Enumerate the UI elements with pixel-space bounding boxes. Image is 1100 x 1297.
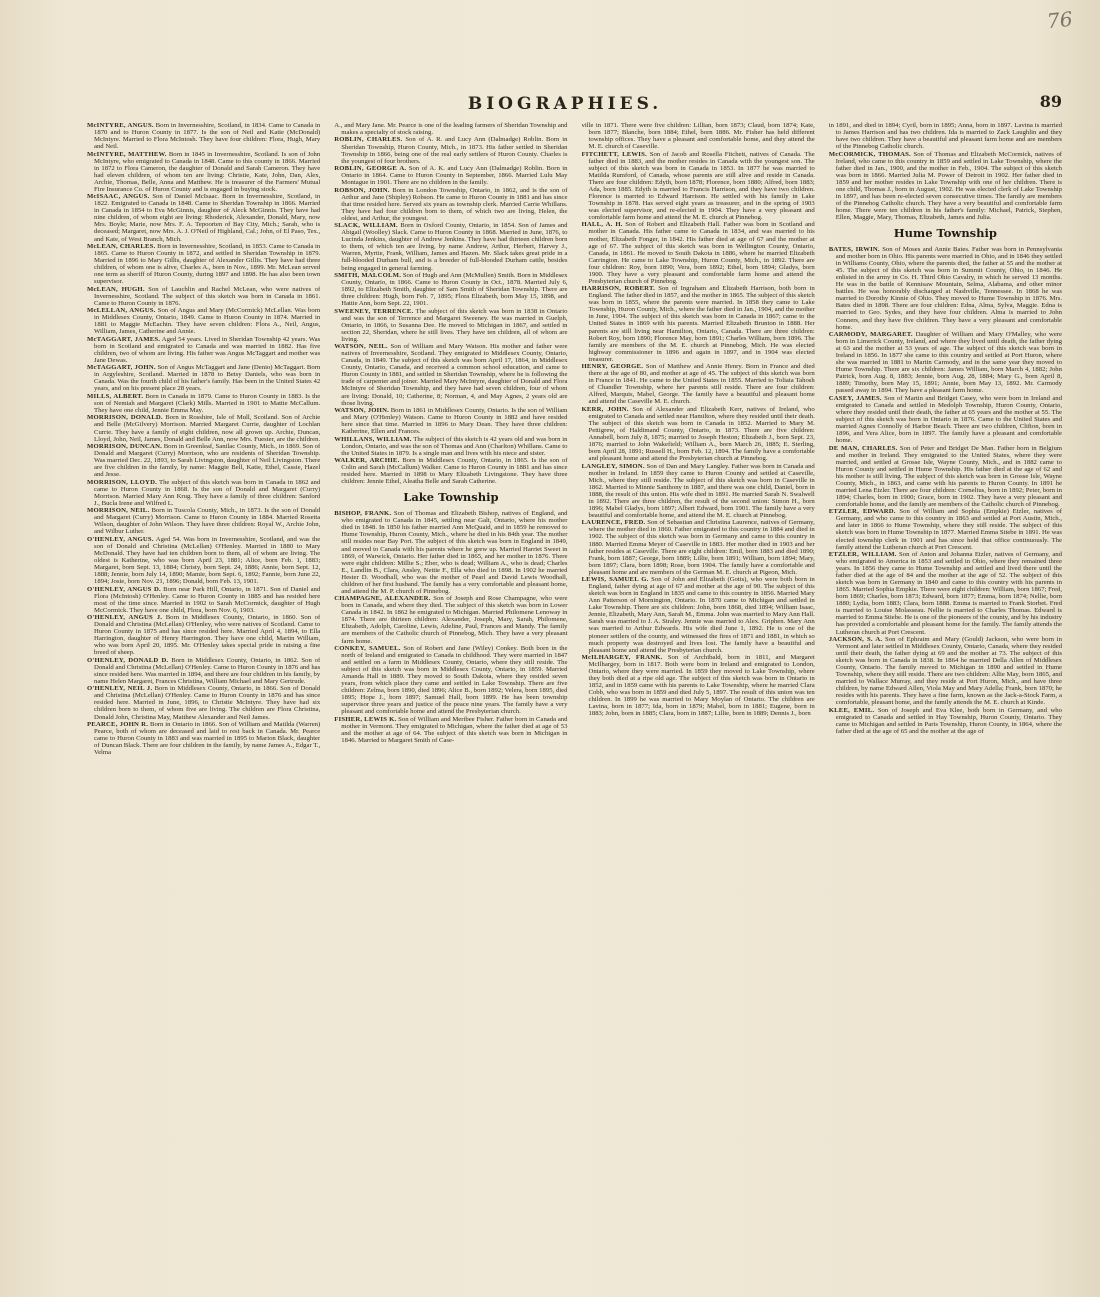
biography-entry	[87, 122, 320, 150]
biography-entry	[87, 364, 320, 392]
biography-name: MORRISON, LLOYD.	[87, 478, 157, 486]
column-4	[829, 122, 1062, 1272]
biography-name: McCORMICK, THOMAS.	[828, 150, 911, 158]
biography-entry	[829, 395, 1062, 444]
column-2	[334, 122, 567, 1272]
biography-entry	[87, 479, 320, 507]
biography-name: ETZLER, WILLIAM.	[828, 551, 897, 559]
biography-name: McTAGGART, JAMES.	[87, 335, 161, 343]
biography-text: Born in Invernesshire, Scotland, in 1853. Came to Canada in 1865. Came to Huron County in 1872, and settled in Sheridan Township in 1879. Married in 1896 to Mary Gillis, daughter of Alexander Gillis. They have had three children, of whom one is alive, Charles A., born in Nov., 1899. Mr. McLean served one term as sheriff of Huron County, during 1897 and 1898. He has also been town supervisor.	[94, 242, 321, 286]
biography-entry	[87, 507, 320, 535]
biography-text: Son of William and Mary Watson. His mother and father were natives of Invernesshire, Scotland. They emigrated to Middlesex County, Ontario, Canada, in 1849. The subject of this sketch was born April 17, 1864, in Middlesex County, Ontario, Canada, and received a common school education, and came to Huron County in 1881, and settled in Sheridan Township, where he is following the trade of carpenter and joiner. Married Mary McIntyre, daughter of Donald and Flora McIntyre of Sheridan Township, and they have had seven children, four of whom are living: Donald, 10; Catherine, 8; Norman, 4, and May Agnes, 2 years old are those living.	[341, 343, 568, 407]
biography-entry	[87, 536, 320, 585]
biography-name: SWEENEY, TERRENCE.	[334, 307, 414, 315]
biography-text: A., and Mary Jane. Mr. Pearce is one of the leading farmers of Sheridan Township and makes a specialty of stock raising.	[334, 122, 568, 137]
biography-text: Son of Jacob and Rosella Fitchett, natives of Canada. The father died in 1883, and the mother resides in Canada with the youngest son. The subject of this sketch was born in Canada in 1853. In 1877 he was married to Matilda Rumford, of Canada, whose parents are still alive and reside in Canada. There are four children: Edyth, born 1878; Florence, born 1880; Alfred, born 1883; Ada, born 1885. Edyth is married to Francis Harrison, and they have two children. Florence is married to Edward Harrison. He settled with his family in Lake Township in 1878. Has served eight years as treasurer, and in the spring of 1903 was elected supervisor, and re-elected in 1904. They have a very pleasant and comfortable farm home and attend the M. E. church at Pinnebog.	[588, 150, 815, 221]
biography-text: Aged 54 years. Lived in Sheridan Township 42 years. Was born in Scotland and emigrated to Canada and was married in 1882. Has five children, two of whom are living. His father was Angus McTaggart and mother was Jane Dewas.	[94, 335, 321, 364]
biography-name: CARMODY, MARGARET.	[828, 331, 913, 338]
biography-text: Son of Moses and Annie Bates. Father was born in Pennsylvania and mother born in Ohio. His parents were married in Ohio, and in 1846 they settled in Williams County, Ohio, where the parents died, the father at 55 and the mother at 45. The subject of this sketch was born in Summit County, Ohio, in 1846. He enlisted in the army in Co. H. Third Ohio Cavalry, in which he served 13 months. He was in the battle of Kennisaw Mountain, Selma, Alabama, and other minor battles. He was honorably discharged at Nashville, Tennessee. In 1868 he was married to Dorothy Kinnie of Ohio. They moved to Hume Township in 1876. Mrs. Bates died in 1898. There are four children: Edna, Alma, Sylva, Maggie. Edna is married to Geo. Sydes, and they have four children. Alma is married to John Conners, and they have five children. They have a very pleasant and comfortable home.	[835, 246, 1062, 331]
page-title: BIOGRAPHIES.	[467, 94, 663, 114]
biography-entry	[829, 636, 1062, 706]
biography-entry	[334, 308, 567, 343]
biography-text: Born in London Township, Ontario, in 1862, and is the son of Arthur and Jane (Shipley) Robson. He came to Huron County in 1881 and has since that time resided here. Served six years as township clerk. Married Carrie Whillans. They have had four children born to them, of which two are living, Helen, the oldest, and Arthur, the youngest.	[341, 186, 568, 222]
biography-entry	[334, 645, 567, 715]
biography-text: Son of Angus McTaggart and Jane (Denio) McTaggart. Born in Argyleshire, Scotland. Married in 1878 to Betsy Daniels, who was born in Canada. Was the fourth child of his father's family. Has been in the United States 42 years, and on his present place 28 years.	[94, 364, 321, 393]
biography-entry	[582, 576, 815, 654]
biography-entry	[334, 595, 567, 644]
biography-name: HALL, A. H.	[581, 221, 623, 229]
biography-text: Son of William and Meribee Fisher. Father born in Canada and mother in Vermont. They emigrated to Michigan, where the father died at age of 53 and the mother at age of 64. The subject of this sketch was born in Michigan in 1846. Married to Margaret Smith of Case-	[341, 715, 568, 744]
biography-entry	[87, 685, 320, 720]
biography-name: LEWIS, SAMUEL G.	[581, 576, 649, 584]
biography-name: ETZLER, EDWARD.	[828, 508, 896, 516]
biography-name: McLEAN, CHARLES.	[87, 242, 156, 250]
biography-name: MORRISON, DONALD.	[87, 414, 163, 422]
biography-name: DE MAN, CHARLES.	[828, 444, 898, 452]
biography-entry	[87, 336, 320, 364]
biography-text: Son of Martin and Bridget Casey, who were born in Ireland and emigrated to Canada and settled in Medolph Township, Huron County, Ontario, where they resided until their death, the father at 65 years and the mother at 55. The subject of this sketch was born in Ontario in 1876. Came to the United States and married Agnes Connolly of Harbor Beach. There are two children, Clifton, born in 1896, and Vera Alice, born in 1897. The family have a pleasant and comfortable home.	[835, 394, 1062, 445]
biography-entry	[334, 165, 567, 186]
biography-entry	[582, 151, 815, 221]
biography-text: Aged 54. Was born in Invernesshire, Scotland, and was the son of Donald and Christina (McLellan) O'Henley. Married in 1880 to Mary McDonald. They have had ten children born to them, all of whom are living. The oldest is Katherine, who was born April 23, 1881; Alice, born Feb. 1, 1883; Margaret, born Sept. 13, 1884; Christy, born Sept. 24, 1886; Annie, born Sept. 12, 1888; Jennie, born July 14, 1890; Mamie, born Sept. 6, 1892; Fannie, born June 22, 1894; Josie, born Nov. 21, 1896; Donald, born Feb. 13, 1901.	[94, 535, 321, 586]
biography-name: McISAAC, ANGUS.	[87, 193, 150, 201]
biography-text: Son of Ingraham and Elizabeth Harrison, both born in England. The father died in 1857, and the mother in 1865. The subject of this sketch was born in 1855, where the parents were married. In 1858 they came to Lake Township, Huron County, Mich., where the father died in Jan., 1904, and the mother in June, 1904. The subject of this sketch was born in Canada in 1867; came to the United States in 1869 with his parents. Married Elizabeth Brunton in 1888. Her parents are still living near Hamilton, Ontario, Canada. There are three children: Robert Roy, born 1890; Florence May, born 1891; Charles William, born 1896. The family are members of the M. E. church at Pinnebog, Mich. He was elected highway commissioner in 1896 and again in 1897, and in 1904 was elected treasurer.	[588, 285, 815, 363]
biography-name: WATSON, JOHN.	[334, 407, 389, 414]
biography-name: CHAMPAGNE, ALEXANDER.	[334, 595, 431, 603]
section-heading: Hume Township	[893, 226, 997, 241]
biography-text: Born in Middlesex County, Ontario, in 1866. Son of Donald and Christina (McLellan) O'Henley. Came to Huron County in 1876 and has since resided here. Married in June, 1896, to Christie McIntyre. They have had six children born to them, of whom five are living. The children are Flora Christina, Donald John, Christina May, Matthew Alexander and Neil James.	[94, 685, 321, 721]
biography-text: Born in Invernesshire, Scotland, in 1834. Came to Canada in 1870 and to Huron County in 1877. Is the son of Neil and Katie (McDonald) McIntyre. Married to Flora McIntosh. They have four children: Flora, Hugh, Mary and Neil.	[94, 122, 321, 151]
biography-text: Born in 1861 in Middlesex County, Ontario. Is the son of William and Mary (O'Henley) Watson. Came to Huron County in 1882 and have resided here since that time. Married in 1896 to Mary Dean. They have three children: Katherine, Ellen and Frances.	[341, 407, 568, 436]
biography-entry	[582, 122, 815, 150]
biography-name: ROBSON, JOHN.	[334, 186, 390, 194]
biography-entry	[87, 286, 320, 307]
biography-name: WATSON, NEIL.	[334, 343, 388, 351]
biography-text: Son of Joseph and Eva Klee, both born in Germany, and who emigrated to Canada and settled in Hay Township, Huron County, Ontario. They came to Michigan and settled in Paris Township, Huron County, in 1864, where the father died at the age of 65 and the mother at the age of	[835, 706, 1062, 735]
biography-name: O'HENLEY, DONALD D.	[87, 656, 169, 664]
biography-entry	[87, 307, 320, 335]
biography-text: Born in Canada in 1879. Came to Huron County in 1883. Is the son of Nemiah and Margaret (Clark) Mills. Married in 1901 to Mattie McCallum. They have one child, Jennie Emma May.	[94, 392, 321, 414]
page-header	[60, 60, 1070, 120]
handwritten-page-note: 76	[1045, 6, 1074, 34]
biography-entry	[582, 363, 815, 405]
biography-text: Born in Middlesex County, Ontario, in 1865. Is the son of Colin and Sarah (McCallum) Walker. Came to Huron County in 1881 and has since resided here. Married in 1898 to Mary Elizabeth Livingstone. They have three children: Jennie Ethel, Aleatha Belle and Sarah Catherine.	[341, 457, 568, 486]
section-heading: Lake Township	[403, 490, 499, 505]
biography-name: McINTYRE, MATTHEW.	[87, 150, 167, 158]
biography-name: KLEE, EMIL.	[828, 706, 875, 714]
biography-entry	[582, 221, 815, 284]
biography-entry	[334, 222, 567, 271]
biography-entry	[829, 122, 1062, 150]
biography-entry	[334, 407, 567, 435]
biography-entry	[87, 151, 320, 193]
biography-entry	[334, 187, 567, 222]
biography-name: CONKEY, SAMUEL.	[334, 644, 401, 652]
biography-entry	[829, 551, 1062, 636]
biography-text: Son of Alexander and Elizabeth Kerr, natives of Ireland, who emigrated to Canada and settled near Hamilton, where they resided until their death. The subject of this sketch was born in Canada in 1852. Married to Mary M. Pettigrew, of Haldimand County, Ontario, in 1873. There are five children: Annabell, born July 8, 1875; married to Joseph Heston; Elizabeth J., born Sept. 23, 1876; married to John Wakefield; William A., born March 26, 1885; E. Sterling, born April 28, 1891; Russell H., born Feb. 12, 1894. The family have a comfortable and pleasant home and attend the Presbyterian church at Pinnebog.	[588, 405, 815, 463]
biography-entry	[334, 510, 567, 595]
biography-entry	[87, 414, 320, 442]
biography-entry	[829, 445, 1062, 508]
biography-name: FISHER, LEWIS K.	[334, 715, 397, 723]
biography-entry	[582, 406, 815, 462]
biography-name: ROBLIN, CHARLES.	[334, 136, 403, 144]
biography-name: WALKER, ARCHIE.	[334, 457, 400, 465]
biography-text: Son of Archibald, born in 1811, and Margaret McIlhargey, born in 1817. Both were born in Ireland and emigrated to London, Ontario, where they were married. In 1859 they moved to Lake Township, where they both died at a ripe old age. The subject of this sketch was born in Ontario in 1852, and in 1859 came with his parents to Lake Township, where he married Clara Cobb, who was born in 1859 and died July 5, 1897. The result of this union was ten children. In 1899 he was married to Mary Moylan of Ontario. The children are Lavina, born in 1877; Ida, born in 1879; Mabel, born in 1881; Eugene, born in 1883; John, born in 1885; Clara, born in 1887; Lillie, born in 1889; Dennis J., born	[588, 654, 815, 718]
column-1	[87, 122, 320, 1272]
biography-name: McILHARGEY, FRANK.	[581, 654, 663, 662]
biography-text: in 1891, and died in 1894; Cyril, born in 1895; Anna, born in 1897. Lavina is married to James Harrison and has two children. Ida is married to Zack Laughlin and they have two children. They have a beautiful and pleasant farm home and are members of the Pinnebog Catholic church.	[828, 122, 1062, 151]
biography-text: The subject of this sketch was born in Canada in 1862 and came to Huron County in 1868. Is the son of Donald and Margaret (Curry) Morrison. Married Mary Ann Krug. They have a family of three children: Sanford J., Bucla Irene and Wilfred L.	[94, 478, 321, 507]
biography-text: Son of Peter and Bridget De Man. Father born in Belgium and mother in Ireland. They emigrated to the United States, where they were married, and settled at Grosse Isle, Wayne County, Mich., and in 1882 came to Huron County and settled in Hume Township. His father died at the age of 62 and his mother is still living. The subject of this sketch was born in Grosse Isle, Wayne County, Mich., in 1863, and came with his parents to Huron County. In 1891 he married Lena Etzler. There are four children: Cornelius, born in 1892; Peter, born in 1894; Charles, born in 1900; Grace, born in 1902. They have a very pleasant and comfortable home, and the family are members of the Catholic church of Pinnebog.	[835, 444, 1062, 508]
biography-text: Son of Ephraim and Mary (Gould) Jackson, who were born in Vermont and later settled in Middlesex County, Ontario, Canada, where they resided until their death, the father dying at 69 and the mother at 73. The subject of this sketch was born in Canada in 1838. In 1864 he married Della Allen of Middlesex County, Ontario. The family moved to Michigan in 1890 and settled in Hume Township, where they still reside. There are two children: Allie May, born 1865, and married to Wallace Murray, and they reside at Port Huron, Mich., and have three children, by name Edward Allen, Viola May and Mary Adella; Frank, born 1870; he resides with his parents. They have a fine farm, known as the Jack-a-Stock Farm, a comfortable, pleasant home, and the family attends the M. E. church at Kinde.	[835, 635, 1062, 707]
biography-name: O'HENLEY, NEIL J.	[87, 685, 153, 693]
biography-text: Son of Dan and Mary Langley. Father was born in Canada and mother in Ireland. In 1859 they came to Huron County and settled at Caseville, Mich., where they still reside. The subject of this sketch was born in Caseville in 1862. Married to Minnie Santhony in 1887, and there was one child, Daniel, born in 1888, the result of this union. His wife died in 1891. He married Sarah N. Swalwell in 1892. There are three children, the result of the second union: Simon H., born 1896; Mabel Gladys, born 1897; Albert Edward, born 1901. The family have a very beautiful and comfortable home, and attend the M. E. church at Pinnebog.	[588, 462, 815, 519]
biography-text: Born in Tuscola County, Mich., in 1873. Is the son of Donald and Margaret (Curry) Morrison. Came to Huron County in 1884. Married Rosetta Wilson, daughter of John Wilson. They have three children: Royal W., Archie John, and Wilbur Luther.	[94, 507, 321, 536]
biography-text: ville in 1871. There were five children: Lillian, born 1873; Claud, born 1874; Kate, born 1877; Blanche, born 1884; Ethel, born 1886. Mr. Fisher has held different township offices. They have a pleasant and comfortable home, and they attend the M. E. church of Caseville.	[581, 122, 815, 151]
biography-name: CASEY, JAMES.	[828, 394, 882, 402]
biography-name: HARRISON, ROBERT.	[581, 285, 655, 293]
biography-name: JACKSON, S. A.	[828, 635, 883, 643]
biography-text: Born in Greenleaf, Sanilac County, Mich., in 1869. Son of Donald and Margaret (Curry) Morrison, who are residents of Sheridan Township. Was married Dec. 22, 1893, to Sarah Livingston, daughter of Neil Livingston. There are five children in the family, by name: Maggie Bell, Katie, Ethel, Cassie, Hazel and Jesse.	[94, 443, 321, 479]
biography-text: Son of William and Sophia (Empkie) Etzler, natives of Germany, and who came to this country in 1863 and settled at Port Austin, Mich., and later in 1866 to Hume Township, where they still reside. The subject of this sketch was born in Hume Township in 1877. Married Emma Stiebe in 1891. He was elected township clerk in 1901 and has since held that office continuously. The family attend the Lutheran church at Port Crescent.	[835, 508, 1062, 551]
biography-entry	[334, 136, 567, 164]
biography-entry	[582, 519, 815, 575]
biography-entry	[582, 463, 815, 519]
biography-entry	[334, 122, 567, 136]
biography-entry	[334, 272, 567, 307]
biography-name: BATES, IRWIN.	[828, 246, 880, 254]
biography-name: O'HENLEY, ANGUS D.	[87, 585, 161, 593]
biography-text: The subject of this sketch is 42 years old and was born in London, Ontario, and was the son of Thomas and Ann (Charlton) Whillans. Came to the United States in 1879. Is a single man and lives with his niece and sister.	[341, 435, 568, 457]
biography-name: MORRISON, NEIL.	[87, 507, 150, 515]
biography-text: Daughter of William and Mary O'Malley, who were born in Limerick County, Ireland, and where they lived until death, the father dying at 63 and the mother at 53 years of age. The subject of this sketch was born in Ireland in 1856. In 1877 she came to this country and settled at Port Huron, where she was married in 1881 to Martin Carmody, and in the same year they moved to Hume Township. There are six children: James William, born March 4, 1882; John Patrick, born Aug. 8, 1883; Jennie, born Aug. 28, 1884; Mary G., born April 8, 1889; Timothy, born May 15, 1891; Annie, born May 13, 1892. Mr. Carmody passed away in 1894. They have a pleasant farm home.	[835, 331, 1062, 395]
biography-text: Son of A. R. and Lucy Ann (Dalmadge) Roblin. Born in Sheridan Township, Huron County, Mich., in 1873. His father settled in Sheridan Township in 1866, being one of the real early settlers of Huron County. Charles is the youngest of four brothers.	[341, 136, 568, 165]
biography-entry	[829, 331, 1062, 394]
biography-entry	[87, 721, 320, 756]
biography-name: MILLS, ALBERT.	[87, 392, 144, 400]
biography-text: Born in Ontario in 1866. Son of William and Matilda (Warren) Pearce, both of whom are deceased and laid to rest back in Canada. Mr. Pearce came to Huron County in 1883 and was married in 1895 to Marion Black, daughter of Duncan Black. There are four children in the family, by name James A., Edgar T., Velma	[94, 720, 321, 757]
biography-name: LAURENCE, FRED.	[581, 519, 646, 527]
biography-text: Born in Middlesex County, Ontario, in 1862. Son of Donald and Christina (McLellan) O'Henley. Came to Huron County in 1876 and has since resided here. Was married in 1894, and there are four children in his family, by name Helen Margaret, Frances Christina, William Michael and Mary Gertrude.	[94, 656, 321, 685]
biography-name: LANGLEY, SIMON.	[581, 462, 645, 470]
column-3	[582, 122, 815, 1272]
biography-name: HENRY, GEORGE.	[581, 363, 644, 371]
biography-text: Son of Sebastian and Christina Laurence, natives of Germany, where the mother died in 1860. Father emigrated to this country in 1884 and died in 1902. The subject of this sketch was born in Germany and came to this country in 1880. Married Emma Meyer of Caseville in 1883. Her mother died in 1903 and her father resides at Caseville. There are eight children: Emil, born 1883 and died 1890; Frank, born 1887; George, born 1889; Lillie, born 1891; William, born 1894; Mary, born 1897; Clara, born 1898; Rose, born 1904. The family have a comfortable and pleasant home and are members of the German M. E. church at Pigeon, Mich.	[588, 519, 815, 576]
biography-entry	[87, 443, 320, 478]
biography-name: WHILLANS, WILLIAM.	[334, 435, 412, 443]
biography-text: Son of Thomas and Elizabeth McCormick, natives of Ireland, who came to this country in 1859 and settled in Lake Township, where the father died in Jan., 1900, and the mother in Feb., 1904. The subject of this sketch was born in 1866. Married Julia M. Power of Detroit in 1902. Her father died in 1859 and her mother resides in Lake Township with one of her children. There is one child, Thomas J., born in August, 1902. He was elected clerk of Lake Township in 1897, and has been re-elected seven consecutive times. The family are members of the Pinnebog Catholic church. They have a very beautiful and comfortable farm home. There were ten children in his father's family: Michael, Patrick, Stephen, Ellen, Maggie, Mary, Thomas, Elizabeth, James and Julia.	[835, 150, 1062, 221]
biography-entry	[334, 436, 567, 457]
biography-entry	[334, 343, 567, 406]
biography-entry	[829, 707, 1062, 735]
biography-text: Born near Park Hill, Ontario, in 1871. Son of Daniel and Flora (McIntosh) O'Henley. Came to Huron County in 1885 and has resided here most of the time since. Married in 1902 to Sarah McCormick, daughter of Hugh McCormick. They have one child, Flora, born Nov. 6, 1903.	[94, 585, 321, 614]
biography-text: Born in Rosshire, Isle of Mull, Scotland. Son of Archie and Belle (McGilvery) Morrison. Married Margaret Currie, daughter of Lochlan Currie. They have a family of eight children, now all grown up. Archie, Duncan, Lloyd, John, Neil, James, Donald and Belle Ann, now Mrs. Fuester, are the children.	[94, 414, 321, 443]
biography-name: FITCHETT, LEWIS.	[581, 150, 647, 158]
biography-name: SMITH, MALCOLM.	[334, 271, 402, 279]
biography-name: McINTYRE, ANGUS.	[87, 122, 154, 129]
biography-text: Son of Angus and Mary (McCormick) McLellan. Was born in Middlesex County, Ontario, 1849. Came to Huron County in 1874. Married in 1881 to Maggie McEachin. They have seven children: Flora A., Neil, Angus, William, James, Catherine and Annie.	[94, 307, 321, 336]
biography-entry	[582, 285, 815, 363]
biography-text: Born in 1845 in Invernesshire, Scotland. Is son of John McIntyre, who emigrated to Canada in 1848. Came to this county in 1866. Married in 1872 to Flora Cameron, the daughter of Donald and Sarah Cameron. They have had eleven children, of whom ten are living: Christie, Kate, John, Dan, Alex, Archie, Thomas, Belle, Anna and Matthew. He is treasurer of the Farmers' Mutual Fire Insurance Co. of Huron County and is engaged in buying stock.	[94, 150, 321, 193]
biography-entry	[829, 508, 1062, 550]
biography-name: O'HENLEY, ANGUS J.	[87, 614, 163, 622]
biography-text: Son of Hugh and Ann (McMullen) Smith. Born in Middlesex County, Ontario, in 1866. Came to Huron County in Oct., 1878. Married July 6, 1892, to Elizabeth Smith, daughter of Sam Smith of Sheridan Township. There are three children: Hugh, born Feb. 7, 1895; Flora Elizabeth, born May 15, 1898, and Hattie Ann, born Sept. 22, 1901.	[341, 271, 568, 308]
biography-entry	[87, 193, 320, 242]
text-columns	[87, 122, 1062, 1272]
biography-text: Son of A. K. and Lucy Ann (Dalmadge) Roblin. Born in Ontario in 1864. Came to Huron County in September, 1866. Married Lulu May Montague in 1901. There are no children in the family.	[341, 165, 568, 187]
biography-text: Son of Daniel McIsaac. Born in Invernesshire, Scotland, in 1822. Emigrated to Canada in 1848. Came to Sheridan Township in 1866. Married in Canada in 1854 to Eva McGinnis, daughter of Aleck McGinnis. They have had nine children, of whom eight are living: Rhoderick, Alexander, Donald, Mary, now Mrs. Boyle; Marie, now Mrs. F. A. Tepoorten of Bay City, Mich.; Sarah, who is deceased; Margaret, now Mrs. A. J. O'Neil of Highland, Cal.; John, of El Paso, Tex., and Kate, of West Branch, Mich.	[94, 193, 321, 243]
biography-name: McLELLAN, ANGUS.	[87, 307, 156, 315]
biography-text: Born in Middlesex County, Ontario, in 1860. Son of Donald and Christina (McLellan) O'Henley, who were natives of Scotland. Came to Huron County in 1875 and has since resided here. Married April 4, 1894, to Ella Harrington, daughter of Henry Harrington. They have one child, Martin William, who was born April 20, 1895. Mr. O'Henley takes special pride in raising a fine breed of sheep.	[94, 614, 321, 657]
biography-name: KERR, JOHN.	[581, 405, 629, 413]
biography-text: Son of Matthew and Annie Henry. Born in France and died there at the age of 80, and mother at age of 45. The subject of this sketch was born in France in 1841. He came to the United States in 1855. Married to Toliata Tahosh of Chandler Township, where her parents still reside. There are four children: Alfred, Marquis, Mabel, George. The family have a beautiful and pleasant home and attend the Caseville M. E. church.	[588, 363, 815, 406]
biography-name: BISHOP, FRANK.	[334, 510, 392, 518]
biography-text: Son of Robert and Elizabeth Hall. Father was born in Scotland and mother in Canada. His father came to Canada in 1834, and was married to his mother, Elizabeth Fonger, in 1842. His father died at age of 67 and the mother at age of 67. The subject of this sketch was born in Wellington County, Ontario, Canada, in 1861. He moved to South Dakota in 1886, where he married Elizabeth Carrington. He came to Lake Township, Huron County, Mich., in 1892. There are four children: Roy, born 1890; Vera, born 1892; Ethel, born 1894; Gladys, born 1900. They have a very pleasant and comfortable farm home and attend the Presbyterian church of Pinnebog.	[588, 221, 815, 285]
biography-entry	[87, 614, 320, 656]
biography-text: Son of Robert and Jane (Wiley) Conkey. Both born in the north of Ireland and emigrated to Canada in childhood. They were married in 1847 and settled on a farm in Middlesex County, Ontario, where they still reside. The subject of this sketch was born in Middlesex County, Ontario, in 1859. Married Amanda Hall in 1889. They moved to South Dakota, where they resided seven years, from which place they came and settled in Lake Township. There are five children: Zelma, born 1890, died 1896; Alice B., born 1892; Velera, born 1895, died 1895; Hope J., born 1897; Samuel Hall, born 1899. He has been township supervisor three years and justice of the peace nine years. The family have a very pleasant and comfortable home and attend the Presbyterian church.	[341, 644, 568, 716]
biography-entry	[334, 457, 567, 485]
biography-entry	[87, 586, 320, 614]
biography-entry	[334, 716, 567, 744]
biography-entry	[87, 657, 320, 685]
biography-text: Son of Lauchlin and Rachel McLean, who were natives of Invernesshire, Scotland. The subject of this sketch was born in Canada in 1861. Came to Huron County in 1876.	[94, 285, 321, 307]
biography-name: SLACK, WILLIAM.	[334, 222, 398, 230]
biography-text: Son of Anton and Johanna Etzler, natives of Germany, and who emigrated to America in 1853 and settled in Ohio, where they remained three years. In 1856 they came to Hume Township and settled and lived there until the father died at the age of 84 and the mother at the age of 52. The subject of this sketch was born in Germany in 1840 and came to this country with his parents in 1865. Married Sophia Empkie. There were eight children: William, born 1867; Fred, born 1869; Charles, born 1873; Edward, born 1877; Emma, born 1874; Nellie, born 1880; Lydia, born 1883; Clara, born 1888. Emma is married to Frank Storbet. Fred is married to Louise Molasseau. Nellie is married to Charles Thomas. Edward is married to Emma Stiebe. He is one of the pioneers of the county, and by his industry has provided a comfortable and pleasant home for the family. The family attends the Lutheran church at Port Crescent.	[835, 551, 1062, 636]
biography-text: Son of John and Elizabeth (Gotts), who were both born in England, father dying at age of 67 and mother at the age of 90. The subject of this sketch was born in England in 1835 and came to this country in 1856. Married Mary Ann Patterson of Mornington, Ontario. In 1870 came to Michigan and settled in Lake Township. There are six children: John, born 1868, died 1894; William Isaac, Jennie, Elizabeth, Mary Ann, Sarah M., Emma. John was married to Mary Ann Hall. Sarah was married to J. A. Straley. Jennie was married to Alex. Griphen. Mary Ann was married to Arthur Edwards. His wife died June 1, 1892. He is one of the pioneer settlers of the county, and witnessed the fires of 1871 and 1881, in which so much property was destroyed and lives lost. The family have a beautiful and pleasant home and attend the Presbyterian church.	[588, 576, 815, 654]
biography-text: The subject of this sketch was born in 1838 in Ontario and was the son of Terrence and Margaret Sweeney. He was married in Guelph, Ontario, in 1866, to Susanna Dee. He moved to Michigan in 1867, and settled in section 22, Sheridan, where he still lives. They have ten children, all of whom are living.	[341, 307, 568, 343]
biography-name: ROBLIN, GEORGE A.	[334, 165, 407, 173]
biography-text: Son of Thomas and Elizabeth Bishop, natives of England, and who emigrated to Canada in 1845, settling near Galt, Ontario, where his mother died in 1848. In 1850 his father married Ann McQuaid, and in 1859 he removed to Hume Township, Huron County, Mich., where he died in his 84th year. The mother still resides near Bay Port. The subject of this sketch was born in England in 1849, and moved to Canada with his parents where he grew up. Married Harriet Sweet in 1869, of Warwick, Ontario. Her father died in 1865, and her mother in 1876. There were eight children: Millie S.; Eber, who is dead; William A., who is dead; Charles E., Landlin B., Clara, Ansley, Nettie F., Ella who died in 1898. In 1902 he married Hester D. Woodhall, who was the mother of Pearl and David Lewis Woodhall, children of her first husband. The family has a very comfortable and pleasant home, and attend the M. P. church of Pinnebog.	[341, 510, 568, 595]
biography-entry	[829, 246, 1062, 331]
biography-text: Born in Oxford County, Ontario, in 1854. Son of James and Abigail (Woolley) Slack. Came to Huron County in 1868. Married in June, 1876, to Lucinda Jenkins, daughter of Andrew Jenkins. They have had thirteen children born to them, of which ten are living, by name Andrew, Arthur, Herbert, Harvey J., Warren, Myrtie, Frank, William, James and Hazen. Mr. Slack takes great pride in a full-blooded Durham bull, and is a breeder of full-blooded Durham cattle, besides being engaged in general farming.	[341, 222, 568, 272]
biography-name: PEARCE, JOHN R.	[87, 720, 149, 728]
biography-entry	[582, 654, 815, 717]
biography-entry	[829, 151, 1062, 221]
biography-name: McTAGGART, JOHN.	[87, 364, 156, 372]
biography-name: O'HENLEY, ANGUS.	[87, 535, 154, 543]
biography-name: McLEAN, HUGH.	[87, 285, 145, 293]
biography-entry	[87, 243, 320, 285]
biography-name: MORRISON, DUNCAN.	[87, 443, 162, 451]
biography-entry	[87, 393, 320, 414]
biography-text: Son of Joseph and Rose Champagne, who were born in Canada, and where they died. The subject of this sketch was born in Lower Canada in 1842. In 1862 he emigrated to Michigan. Married Philomene Lenoway in 1874. There are thirteen children: Alexander, Joseph, Mary, Sarah, Philomene, Elizabeth, Adolph, Caroline, Lewis, Adeline, Paul, Frances and Mandy. The family are members of the Catholic church of Pinnebog, Mich. They have a very pleasant farm home.	[341, 595, 568, 645]
page-number: 89	[1039, 92, 1062, 111]
